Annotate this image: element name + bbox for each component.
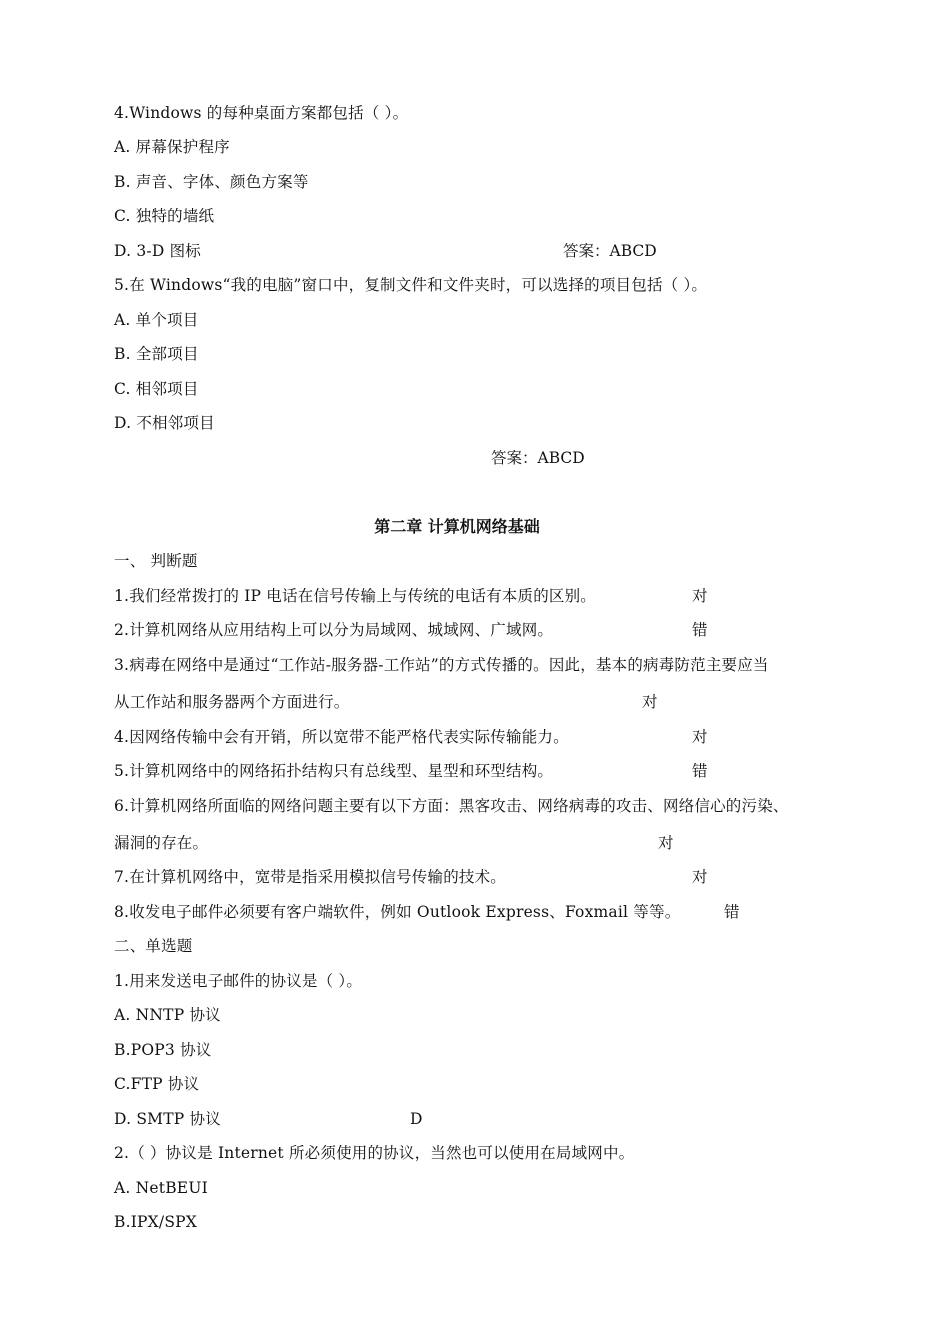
- sc-question-1-option-b: B.POP3 协议: [114, 1041, 212, 1059]
- sc-question-1-option-a: A. NNTP 协议: [114, 1006, 221, 1024]
- question-5-option-d: D. 不相邻项目: [114, 414, 215, 432]
- judgment-item-2-answer: 错: [692, 621, 708, 639]
- question-4-option-d: D. 3-D 图标: [114, 242, 201, 260]
- single-choice-heading: 二、单选题: [114, 937, 193, 955]
- question-5-option-c: C. 相邻项目: [114, 380, 199, 398]
- judgment-item-7-answer: 对: [692, 868, 708, 886]
- question-4-stem: 4.Windows 的每种桌面方案都包括（ ）。: [114, 104, 409, 122]
- judgment-item-8-answer: 错: [724, 903, 740, 921]
- judgment-item-5-answer: 错: [692, 762, 708, 780]
- question-5-answer: 答案：ABCD: [491, 449, 585, 467]
- question-5-option-b: B. 全部项目: [114, 345, 199, 363]
- judgment-item-6-answer: 对: [658, 834, 674, 852]
- sc-question-1-answer: D: [410, 1110, 423, 1128]
- judgment-item-3-cont: 从工作站和服务器两个方面进行。: [114, 693, 350, 711]
- judgment-heading: 一、 判断题: [114, 552, 198, 570]
- judgment-item-6: 6.计算机网络所面临的网络问题主要有以下方面：黑客攻击、网络病毒的攻击、网络信心的污染、: [114, 797, 789, 815]
- judgment-item-1-answer: 对: [692, 587, 708, 605]
- sc-question-1-option-d: D. SMTP 协议: [114, 1110, 221, 1128]
- chapter-title: 第二章 计算机网络基础: [374, 517, 540, 536]
- sc-question-1-stem: 1.用来发送电子邮件的协议是（ ）。: [114, 972, 363, 990]
- judgment-item-4: 4.因网络传输中会有开销，所以宽带不能严格代表实际传输能力。: [114, 728, 569, 746]
- judgment-item-8: 8.收发电子邮件必须要有客户端软件，例如 Outlook Express、Foxmail 等等。: [114, 903, 681, 921]
- judgment-item-1: 1.我们经常拨打的 IP 电话在信号传输上与传统的电话有本质的区别。: [114, 587, 596, 605]
- question-4-answer: 答案：ABCD: [563, 242, 657, 260]
- sc-question-2-stem: 2.（ ）协议是 Internet 所必须使用的协议，当然也可以使用在局域网中。: [114, 1144, 635, 1162]
- question-5-stem: 5.在 Windows“我的电脑”窗口中，复制文件和文件夹时，可以选择的项目包括（ ）。: [114, 276, 708, 294]
- judgment-item-3-answer: 对: [642, 693, 658, 711]
- question-5-option-a: A. 单个项目: [114, 311, 199, 329]
- sc-question-2-option-b: B.IPX/SPX: [114, 1213, 198, 1231]
- sc-question-1-option-c: C.FTP 协议: [114, 1075, 200, 1093]
- question-4-option-a: A. 屏幕保护程序: [114, 138, 230, 156]
- judgment-item-2: 2.计算机网络从应用结构上可以分为局域网、城域网、广域网。: [114, 621, 554, 639]
- judgment-item-7: 7.在计算机网络中，宽带是指采用模拟信号传输的技术。: [114, 868, 506, 886]
- question-4-option-c: C. 独特的墙纸: [114, 207, 215, 225]
- judgment-item-5: 5.计算机网络中的网络拓扑结构只有总线型、星型和环型结构。: [114, 762, 554, 780]
- judgment-item-3: 3.病毒在网络中是通过“工作站-服务器-工作站”的方式传播的。因此，基本的病毒防范主要应当: [114, 656, 769, 674]
- judgment-item-6-cont: 漏洞的存在。: [114, 834, 209, 852]
- question-4-option-b: B. 声音、字体、颜色方案等: [114, 173, 309, 191]
- sc-question-2-option-a: A. NetBEUI: [114, 1179, 208, 1197]
- judgment-item-4-answer: 对: [692, 728, 708, 746]
